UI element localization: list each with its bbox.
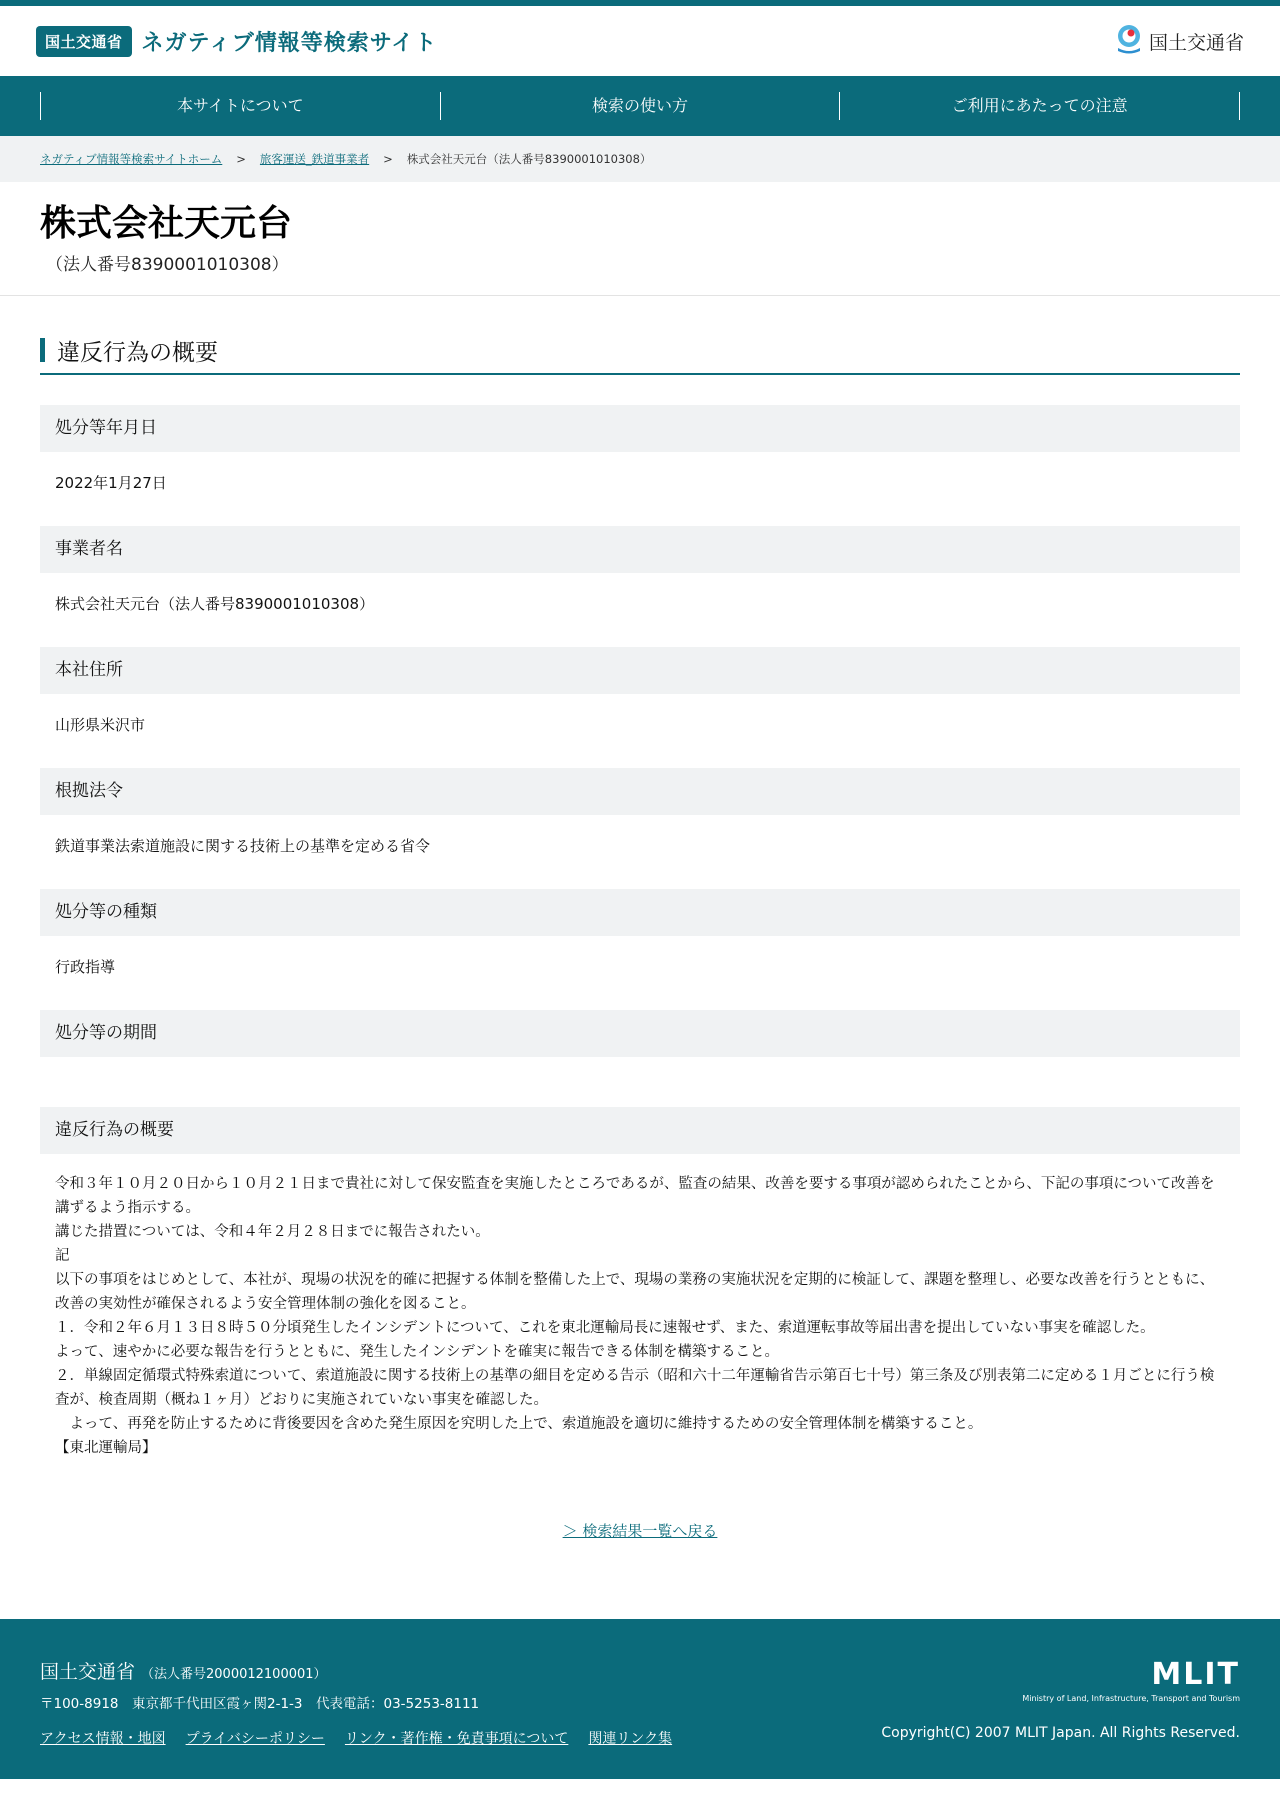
corporate-number: （法人番号8390001010308） [46, 254, 289, 275]
back-link-container [40, 1480, 1240, 1619]
nav-usage-notes[interactable]: ご利用にあたっての注意 [839, 92, 1240, 120]
footer-link-related[interactable]: 関連リンク集 [588, 1730, 673, 1747]
field-label: 事業者名 [40, 526, 1240, 573]
page-title: 株式会社天元台 [40, 203, 293, 244]
nav-about[interactable]: 本サイトについて [40, 92, 440, 120]
footer-link-access[interactable]: アクセス情報・地図 [40, 1730, 166, 1747]
ministry-name: 国土交通省 [1148, 31, 1244, 54]
field-value: 鉄道事業法索道施設に関する技術上の基準を定める省令 [55, 836, 431, 855]
field-label: 処分等の種類 [40, 889, 1240, 936]
breadcrumb-category-link[interactable]: 旅客運送_鉄道事業者 [259, 152, 370, 166]
field-value: 2022年1月27日 [55, 473, 167, 492]
footer-org-number: （法人番号2000012100001） [141, 1666, 327, 1682]
breadcrumb [0, 136, 1280, 182]
summary-line: 記 [55, 1247, 70, 1264]
summary-line: よって、再発を防止するために背後要因を含めた発生原因を究明した上で、索道施設を適切に維持するための安全管理体制を構築すること。 [55, 1415, 983, 1432]
mlit-emblem-icon [1115, 24, 1143, 59]
summary-line: 以下の事項をはじめとして、本社が、現場の状況を的確に把握する体制を整備した上で、現場の業務の実施状況を定期的に検証して、課題を整理し、必要な改善を行うとともに、改善の実効性が確保されるよう安全管理体制の強化を図ること。 [55, 1271, 1215, 1312]
page-header [0, 182, 1280, 296]
field-disposal-period [40, 1010, 1240, 1107]
ministry-badge: 国土交通省 [36, 26, 132, 57]
summary-text [40, 1154, 1240, 1480]
summary-line: 講じた措置については、令和４年２月２８日までに報告されたい。 [55, 1223, 490, 1240]
field-label: 本社住所 [40, 647, 1240, 694]
field-label: 違反行為の概要 [40, 1107, 1240, 1154]
section-header [40, 334, 1240, 375]
field-business-name [40, 526, 1240, 647]
field-disposal-date [40, 405, 1240, 526]
field-value: 行政指導 [55, 957, 116, 976]
field-label: 根拠法令 [40, 768, 1240, 815]
mlit-logo-text: MLIT [1151, 1656, 1240, 1692]
footer-link-privacy[interactable]: プライバシーポリシー [185, 1730, 325, 1747]
summary-line: ２．単線固定循環式特殊索道について、索道施設に関する技術上の基準の細目を定める告示（昭和六十二年運輸省告示第百七十号）第三条及び別表第二に定める１月ごとに行う検査が、検査周期（概ね１ヶ月）どおりに実施されていない事実を確認した。 [55, 1367, 1215, 1408]
site-header [0, 6, 1280, 76]
mlit-footer-logo[interactable] [1022, 1657, 1240, 1703]
field-disposal-type [40, 889, 1240, 1010]
site-footer [0, 1619, 1280, 1779]
ministry-logo[interactable] [1115, 24, 1244, 59]
breadcrumb-separator: > [236, 152, 246, 166]
summary-line: よって、速やかに必要な報告を行うとともに、発生したインシデントを確実に報告できる体制を構築すること。 [55, 1343, 780, 1360]
field-value [40, 1057, 1240, 1107]
back-to-results-link[interactable]: ＞ 検索結果一覧へ戻る [562, 1521, 718, 1540]
site-title[interactable]: ネガティブ情報等検索サイト [141, 30, 438, 56]
field-label: 処分等の期間 [40, 1010, 1240, 1057]
field-head-office [40, 647, 1240, 768]
section-accent-bar [40, 338, 45, 362]
field-label: 処分等年月日 [40, 405, 1240, 452]
summary-line: 【東北運輸局】 [55, 1439, 157, 1456]
summary-line: 令和３年１０月２０日から１０月２１日まで貴社に対して保安監査を実施したところであるが、監査の結果、改善を要する事項が認められたことから、下記の事項について改善を講ずるよう指示する。 [55, 1175, 1215, 1216]
summary-line: １．令和２年６月１３日８時５０分頃発生したインシデントについて、これを東北運輸局長に速報せず、また、索道運転事故等届出書を提出していない事実を確認した。 [55, 1319, 1155, 1336]
field-value: 株式会社天元台（法人番号8390001010308） [55, 594, 375, 613]
nav-how-to-search[interactable]: 検索の使い方 [440, 92, 840, 120]
section-title: 違反行為の概要 [57, 339, 218, 366]
footer-link-copyright[interactable]: リンク・著作権・免責事項について [344, 1730, 569, 1747]
footer-org-name: 国土交通省 [40, 1660, 136, 1683]
main-content [0, 296, 1280, 1619]
mlit-logo-tagline: Ministry of Land, Infrastructure, Transport and Tourism [1022, 1693, 1240, 1703]
field-value: 山形県米沢市 [55, 715, 146, 734]
site-brand[interactable] [36, 26, 437, 57]
breadcrumb-home-link[interactable]: ネガティブ情報等検索サイトホーム [40, 152, 223, 166]
global-nav [0, 76, 1280, 136]
copyright: Copyright(C) 2007 MLIT Japan. All Rights Reserved. [881, 1724, 1240, 1741]
breadcrumb-current: 株式会社天元台（法人番号8390001010308） [406, 152, 652, 166]
field-violation-summary [40, 1107, 1240, 1480]
breadcrumb-separator: > [383, 152, 393, 166]
field-legal-basis [40, 768, 1240, 889]
footer-address: 〒100-8918 東京都千代田区霞ヶ関2-1-3 代表電話：03-5253-8111 [40, 1695, 480, 1712]
